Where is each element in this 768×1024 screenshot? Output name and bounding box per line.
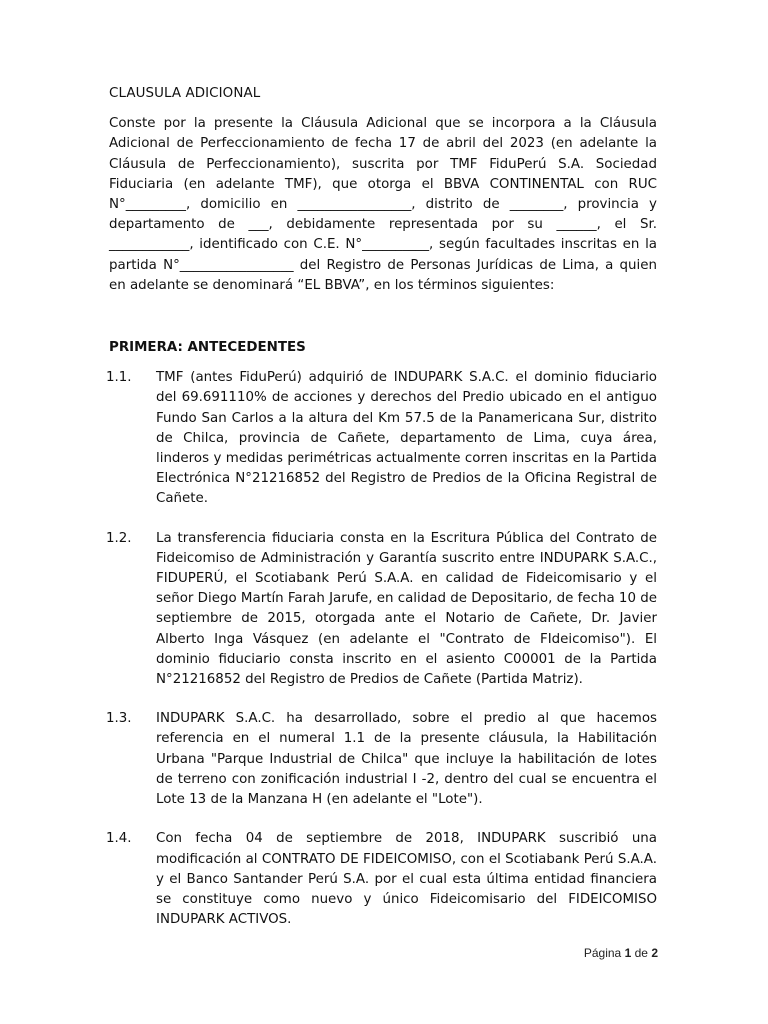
clause-item bbox=[106, 529, 657, 691]
page-footer bbox=[584, 946, 658, 960]
clause-text: Con fecha 04 de septiembre de 2018, INDUPARK suscribió una modificación al CONTRATO DE FIDEICOMISO, con el Scotiabank Perú S.A.A. y el Banco Santander Perú S.A. por el cual esta última entidad financiera se constituye como nuevo y único Fideicomisario del FIDEICOMISO INDUPARK ACTIVOS. bbox=[156, 831, 657, 928]
total-pages-number: 2 bbox=[651, 946, 658, 960]
current-page-number: 1 bbox=[624, 946, 632, 960]
clause-text: La transferencia fiduciaria consta en la Escritura Pública del Contrato de Fideicomiso de Administración y Garantía suscrito entre INDUPARK S.A.C., FIDUPERÚ, el Scotiabank Perú S.A.A. en calidad de Fideicomisario y el señor Diego Martín Farah Jarufe, en calidad de Depositario, de fecha 10 de septiembre de 2015, otorgada ante el Notario de Cañete, Dr. Javier Alberto Inga Vásquez (en adelante el "Contrato de FIdeicomiso"). El dominio fiduciario consta inscrito en el asiento C00001 de la Partida N°21216852 del Registro de Predios de Cañete (Partida Matriz). bbox=[156, 530, 657, 688]
clause-item bbox=[106, 829, 657, 930]
document-title: CLAUSULA ADICIONAL bbox=[109, 86, 261, 101]
clause-item bbox=[106, 709, 657, 810]
intro-paragraph: Conste por la presente la Cláusula Adicional que se incorpora a la Cláusula Adicional de Perfeccionamiento de fecha 17 de abril del 2023 (en adelante la Cláusula de Perfeccionamiento), suscrita por TMF FiduPerú S.A. Sociedad Fiduciaria (en adelante TMF), que otorga el BBVA CONTINENTAL con RUC N°_________, domicilio en _________________, distrito de ________, provincia y departamento de ___, debidamente representada por su ______, el Sr. ____________, identificado con C.E. N°__________, según facultades inscritas en la partida N°_________________ del Registro de Personas Jurídicas de Lima, a quien en adelante se denominará “EL BBVA”, en los términos siguientes: bbox=[109, 116, 657, 293]
section-title: PRIMERA: ANTECEDENTES bbox=[109, 340, 306, 356]
page-of-label: de bbox=[634, 946, 648, 960]
clause-number: 1.1. bbox=[106, 370, 132, 386]
clause-list bbox=[106, 368, 657, 930]
clause-number: 1.4. bbox=[106, 831, 132, 847]
document-page bbox=[106, 84, 657, 949]
page-label: Página bbox=[583, 946, 622, 960]
clause-item bbox=[106, 368, 657, 509]
clause-number: 1.3. bbox=[106, 711, 132, 727]
clause-number: 1.2. bbox=[106, 530, 132, 546]
clause-text: TMF (antes FiduPerú) adquirió de INDUPARK S.A.C. el dominio fiduciario del 69.691110% de acciones y derechos del Predio ubicado en el antiguo Fundo San Carlos a la altura del Km 57.5 de la Panamericana Sur, distrito de Chilca, provincia de Cañete, departamento de Lima, cuya área, linderos y medidas perimétricas actualmente corren inscritas en la Partida Electrónica N°21216852 del Registro de Predios de la Oficina Registral de Cañete. bbox=[156, 370, 657, 507]
clause-text: INDUPARK S.A.C. ha desarrollado, sobre el predio al que hacemos referencia en el numeral 1.1 de la presente cláusula, la Habilitación Urbana "Parque Industrial de Chilca" que incluye la habilitación de lotes de terreno con zonificación industrial I -2, dentro del cual se encuentra el Lote 13 de la Manzana H (en adelante el "Lote"). bbox=[156, 711, 657, 808]
